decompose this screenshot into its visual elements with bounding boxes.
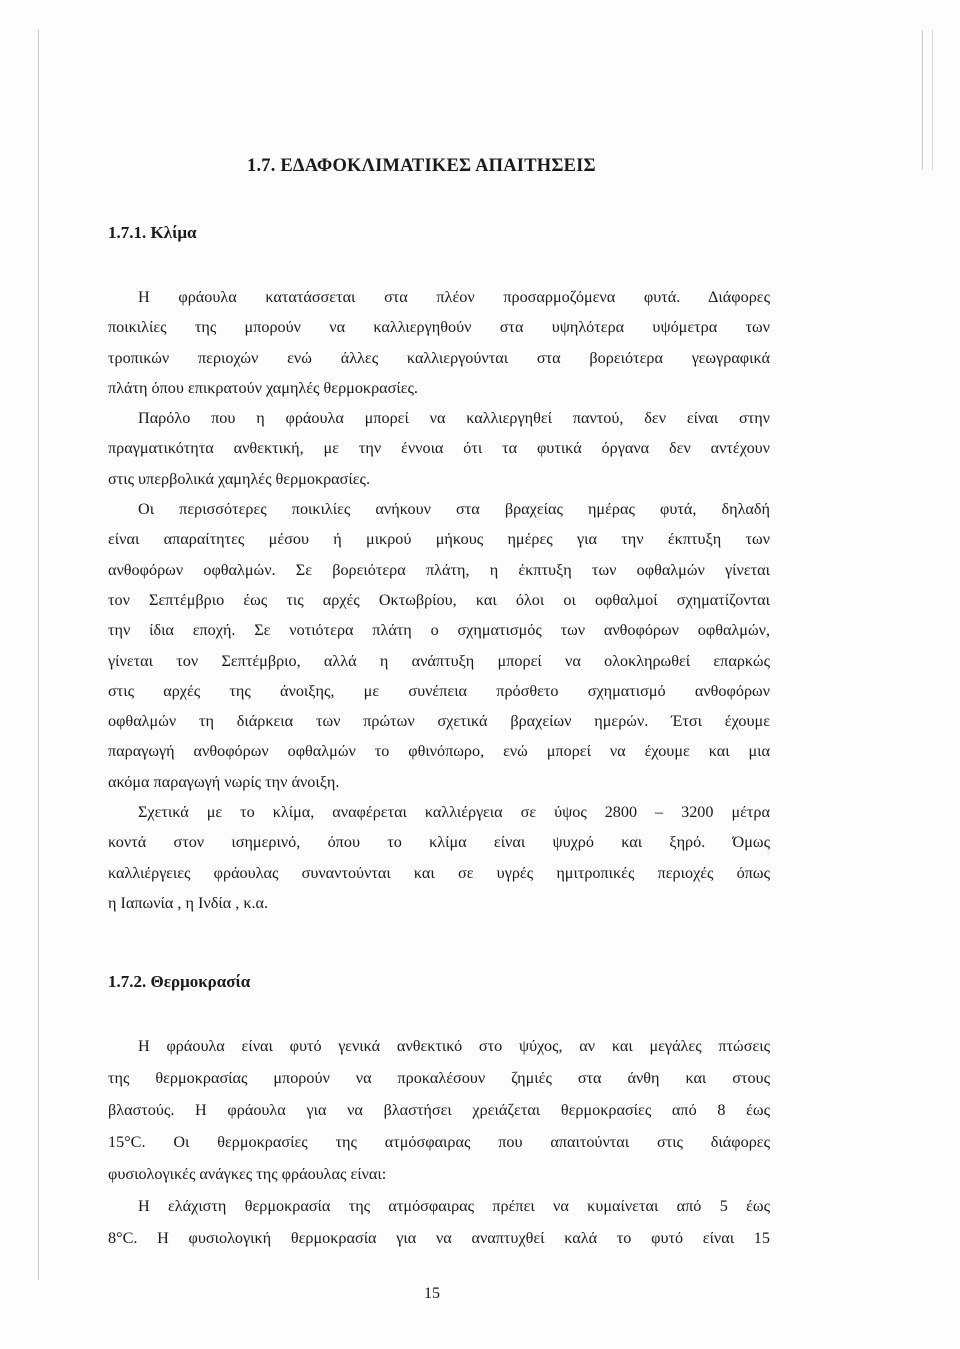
text-line: ποικιλίες της μπορούν να καλλιεργηθούν στα υψηλότερα υψόμετρα των xyxy=(108,318,770,337)
text-line: στις υπερβολικά χαμηλές θερμοκρασίες. xyxy=(108,469,370,488)
text-line: πλάτη όπου επικρατούν χαμηλές θερμοκρασίες. xyxy=(108,378,418,397)
temperature-text xyxy=(108,1030,770,1254)
subsection-heading-climate: 1.7.1. Κλίμα xyxy=(108,223,197,242)
text-line: Η φράουλα κατατάσσεται στα πλέον προσαρμοζόμενα φυτά. Διάφορες xyxy=(138,288,770,306)
text-line: ανθοφόρων οφθαλμών. Σε βορειότερα πλάτη, η έκπτυξη των οφθαλμών γίνεται xyxy=(108,560,770,579)
text-line: Παρόλο που η φράουλα μπορεί να καλλιεργηθεί παντού, δεν είναι στην xyxy=(138,409,770,428)
text-line: βλαστούς. Η φράουλα για να βλαστήσει χρειάζεται θερμοκρασίες από 8 έως xyxy=(108,1101,770,1119)
subsection-heading-temperature: 1.7.2. Θερμοκρασία xyxy=(108,972,251,991)
text-line: η Ιαπωνία , η Ινδία , κ.α. xyxy=(108,893,269,912)
text-line: Η ελάχιστη θερμοκρασία της ατμόσφαιρας πρέπει να κυμαίνεται από 5 έως xyxy=(138,1197,770,1215)
text-line: φυσιολογικές ανάγκες της φράουλας είναι: xyxy=(108,1165,387,1183)
text-line: 8°C. Η φυσιολογική θερμοκρασία για να αναπτυχθεί καλά το φυτό είναι 15 xyxy=(108,1229,770,1247)
text-line: της θερμοκρασίας μπορούν να προκαλέσουν ζημιές στα άνθη και στους xyxy=(108,1069,770,1087)
text-line: καλλιέργειες φράουλας συναντούνται και σε υγρές ημιτροπικές περιοχές όπως xyxy=(108,863,770,882)
scan-edge-left xyxy=(38,30,39,1280)
text-line: Σχετικά με το κλίμα, αναφέρεται καλλιέργεια σε ύψος 2800 – 3200 μέτρα xyxy=(138,803,770,822)
text-line: 15°C. Οι θερμοκρασίες της ατμόσφαιρας που απαιτούνται στις διάφορες xyxy=(108,1133,770,1151)
text-line: στις αρχές της άνοιξης, με συνέπεια πρόσθετο σχηματισμό ανθοφόρων xyxy=(108,681,770,700)
text-line: πραγματικότητα ανθεκτική, με την έννοια ότι τα φυτικά όργανα δεν αντέχουν xyxy=(108,439,770,458)
text-line: Η φράουλα είναι φυτό γενικά ανθεκτικό στο ψύχος, αν και μεγάλες πτώσεις xyxy=(138,1037,770,1055)
text-line: κοντά στον ισημερινό, όπου το κλίμα είναι ψυχρό και ξηρό. Όμως xyxy=(108,833,770,852)
text-line: Οι περισσότερες ποικιλίες ανήκουν στα βραχείας ημέρας φυτά, δηλαδή xyxy=(138,500,770,519)
text-line: ακόμα παραγωγή νωρίς την άνοιξη. xyxy=(108,772,340,791)
scan-edge-right-inner xyxy=(932,30,933,170)
scan-edge-right xyxy=(922,30,923,170)
text-line: οφθαλμών τη διάρκεια των πρώτων σχετικά βραχείων ημερών. Έτσι έχουμε xyxy=(108,712,770,731)
text-line: γίνεται τον Σεπτέμβριο, αλλά η ανάπτυξη μπορεί να ολοκληρωθεί επαρκώς xyxy=(108,651,770,670)
text-line: τροπικών περιοχών ενώ άλλες καλλιεργούνται στα βορειότερα γεωγραφικά xyxy=(108,348,770,367)
page-number: 15 xyxy=(424,1285,440,1302)
text-line: τον Σεπτέμβριο έως τις αρχές Οκτωβρίου, και όλοι οι οφθαλμοί σχηματίζονται xyxy=(108,590,770,609)
climate-text xyxy=(108,282,770,918)
text-line: παραγωγή ανθοφόρων οφθαλμών το φθινόπωρο, ενώ μπορεί να έχουμε και μια xyxy=(108,742,770,761)
section-heading: 1.7. ΕΔΑΦΟΚΛΙΜΑΤΙΚΕΣ ΑΠΑΙΤΗΣΕΙΣ xyxy=(247,156,596,176)
text-line: είναι απαραίτητες μέσου ή μικρού μήκους ημέρες για την έκπτυξη των xyxy=(108,530,770,549)
text-line: την ίδια εποχή. Σε νοτιότερα πλάτη ο σχηματισμός των ανθοφόρων οφθαλμών, xyxy=(108,621,770,640)
